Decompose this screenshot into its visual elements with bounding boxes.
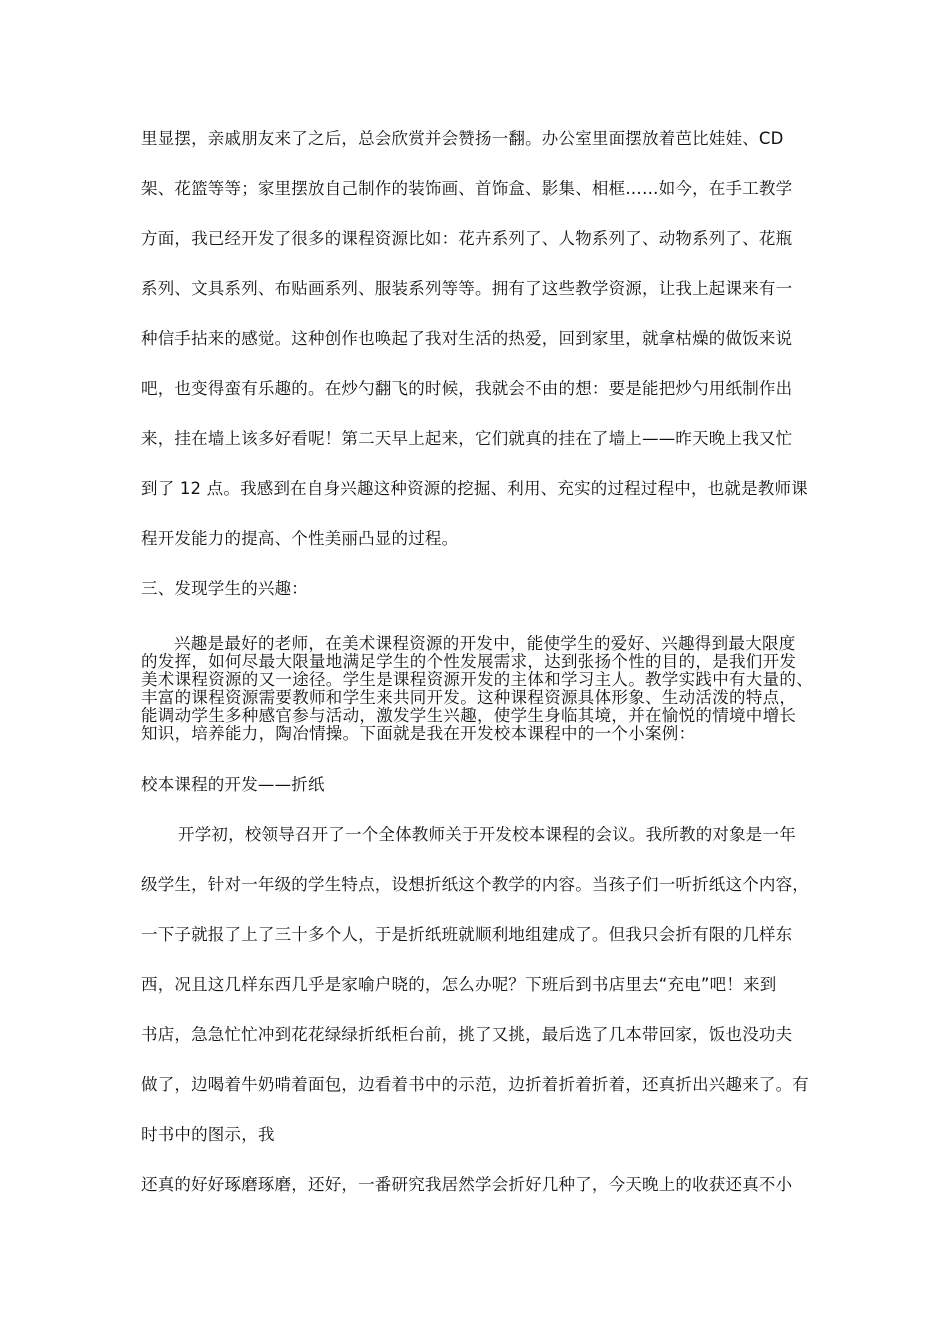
text-line: 里显摆，亲戚朋友来了之后，总会欣赏并会赞扬一翻。办公室里面摆放着芭比娃娃、CD	[141, 129, 784, 148]
text-line: 来，挂在墙上该多好看呢！第二天早上起来，它们就真的挂在了墙上——昨天晚上我又忙	[141, 429, 793, 448]
text-line: 系列、文具系列、布贴画系列、服装系列等等。拥有了这些教学资源，让我上起课来有一	[141, 279, 793, 298]
text-line: 种信手拈来的感觉。这种创作也唤起了我对生活的热爱，回到家里，就拿枯燥的做饭来说	[141, 329, 793, 348]
text-line: 丰富的课程资源需要教师和学生来共同开发。这种课程资源具体形象、生动活泼的特点，	[141, 688, 797, 707]
text-line: 吧，也变得蛮有乐趣的。在炒勺翻飞的时候，我就会不由的想：要是能把炒勺用纸制作出	[141, 379, 793, 398]
case-title: 校本课程的开发——折纸	[141, 775, 325, 794]
text-line: 的发挥，如何尽最大限量地满足学生的个性发展需求，达到张扬个性的目的，是我们开发	[141, 652, 797, 671]
text-line: 到了 12 点。我感到在自身兴趣这种资源的挖掘、利用、充实的过程过程中，也就是教师课	[141, 479, 808, 498]
text-line: 知识，培养能力，陶冶情操。下面就是我在开发校本课程中的一个小案例：	[141, 724, 696, 743]
section-heading: 三、发现学生的兴趣：	[141, 579, 308, 598]
text-line: 做了，边喝着牛奶啃着面包，边看着书中的示范，边折着折着折着，还真折出兴趣来了。有	[141, 1075, 809, 1094]
text-line: 美术课程资源的又一途径。学生是课程资源开发的主体和学习主人。教学实践中有大量的、	[141, 670, 813, 689]
text-line: 兴趣是最好的老师，在美术课程资源的开发中，能使学生的爱好、兴趣得到最大限度	[174, 634, 796, 653]
text-line: 架、花篮等等；家里摆放自己制作的装饰画、首饰盒、影集、相框……如今，在手工教学	[141, 179, 793, 198]
text-line: 程开发能力的提高、个性美丽凸显的过程。	[141, 529, 459, 548]
text-line: 时书中的图示，我	[141, 1125, 275, 1144]
text-line: 西，况且这几样东西几乎是家喻户晓的，怎么办呢？下班后到书店里去“充电”吧！来到	[141, 975, 777, 994]
text-line: 能调动学生多种感官参与活动，激发学生兴趣，使学生身临其境，并在愉悦的情境中增长	[141, 706, 797, 725]
text-line: 方面，我已经开发了很多的课程资源比如：花卉系列了、人物系列了、动物系列了、花瓶	[141, 229, 793, 248]
text-line: 开学初，校领导召开了一个全体教师关于开发校本课程的会议。我所教的对象是一年	[178, 825, 796, 844]
text-line: 书店，急急忙忙冲到花花绿绿折纸柜台前，挑了又挑，最后选了几本带回家，饭也没功夫	[141, 1025, 793, 1044]
text-line: 一下子就报了上了三十多个人，于是折纸班就顺利地组建成了。但我只会折有限的几样东	[141, 925, 793, 944]
text-line: 级学生，针对一年级的学生特点，设想折纸这个教学的内容。当孩子们一听折纸这个内容，	[141, 875, 809, 894]
text-line: 还真的好好琢磨琢磨，还好，一番研究我居然学会折好几种了，今天晚上的收获还真不小	[141, 1175, 793, 1194]
